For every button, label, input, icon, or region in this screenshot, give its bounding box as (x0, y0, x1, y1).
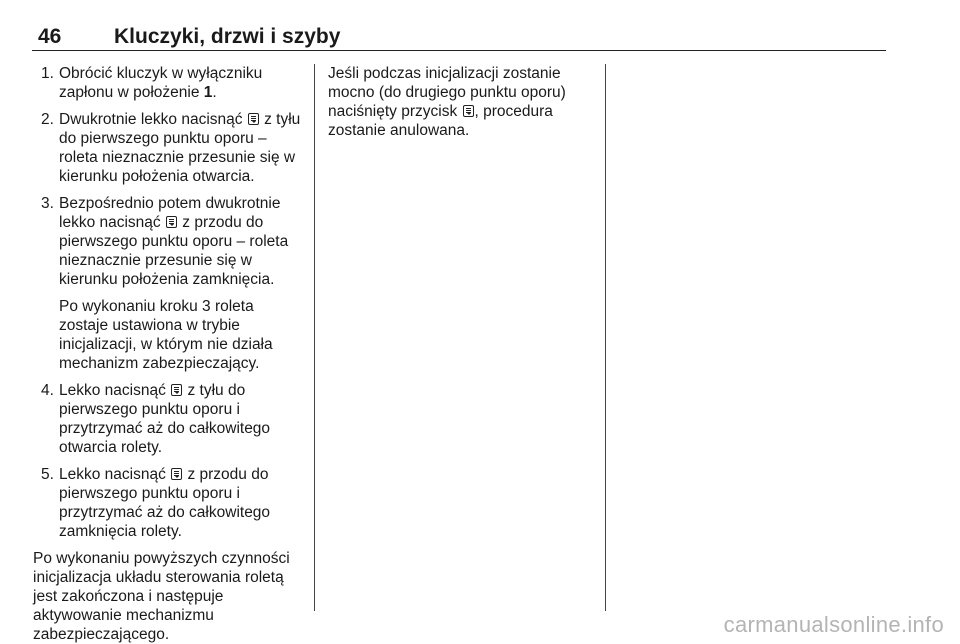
step-item: 5. Lekko nacisnąć z przodu do pierwszego punktu oporu i przytrzymać aż do całkowitego zamknięcia rolety. (41, 466, 271, 540)
steps-list (33, 64, 305, 541)
left-column (33, 64, 305, 644)
step-number: 4. (41, 382, 54, 399)
window-button-icon (171, 468, 182, 480)
column-divider (605, 64, 606, 611)
step-note: Po wykonaniu kroku 3 roleta zostaje ustawiona w trybie inicjalizacji, w którym nie działa mechanizm zabezpieczający. (59, 298, 273, 372)
page-number: 46 (38, 25, 62, 48)
page-title: Kluczyki, drzwi i szyby (114, 25, 341, 48)
page-header (32, 24, 886, 51)
window-button-icon (463, 105, 474, 117)
step-item: 3. Bezpośrednio potem dwukrotnie lekko nacisnąć z przodu do pierwszego punktu oporu – roleta nieznacznie przesunie się w kierunku położenia zamknięcia. Po wykonaniu kroku 3 roleta zostaje ustawiona w trybie inicjalizacji, w którym nie działa mechanizm zabezpieczający. (33, 194, 305, 373)
step-item: 1. Obrócić kluczyk w wyłączniku zapłonu w położenie 1. (41, 65, 263, 101)
step-number: 2. (41, 111, 54, 128)
column-divider (314, 64, 315, 611)
step-number: 5. (41, 466, 54, 483)
window-button-icon (171, 384, 182, 396)
step-item: 2. Dwukrotnie lekko nacisnąć z tyłu do pierwszego punktu oporu – roleta nieznacznie przesunie się w kierunku położenia otwarcia. (41, 111, 301, 185)
step-number: 1. (41, 65, 54, 82)
step-number: 3. (41, 195, 54, 212)
right-column: Jeśli podczas inicjalizacji zostanie mocno (do drugiego punktu oporu) naciśnięty przycisk , procedura zostanie anulowana. (328, 65, 566, 139)
watermark: carmanualsonline.info (723, 612, 944, 637)
window-button-icon (166, 216, 177, 228)
step-item: 4. Lekko nacisnąć z tyłu do pierwszego punktu oporu i przytrzymać aż do całkowitego otwarcia rolety. (41, 382, 271, 456)
position-number: 1 (203, 84, 213, 101)
window-button-icon (248, 113, 259, 125)
summary-paragraph: Po wykonaniu powyższych czynności inicjalizacja układu sterowania roletą jest zakończona i następuje aktywowanie mechanizmu zabezpieczającego. (33, 550, 290, 643)
